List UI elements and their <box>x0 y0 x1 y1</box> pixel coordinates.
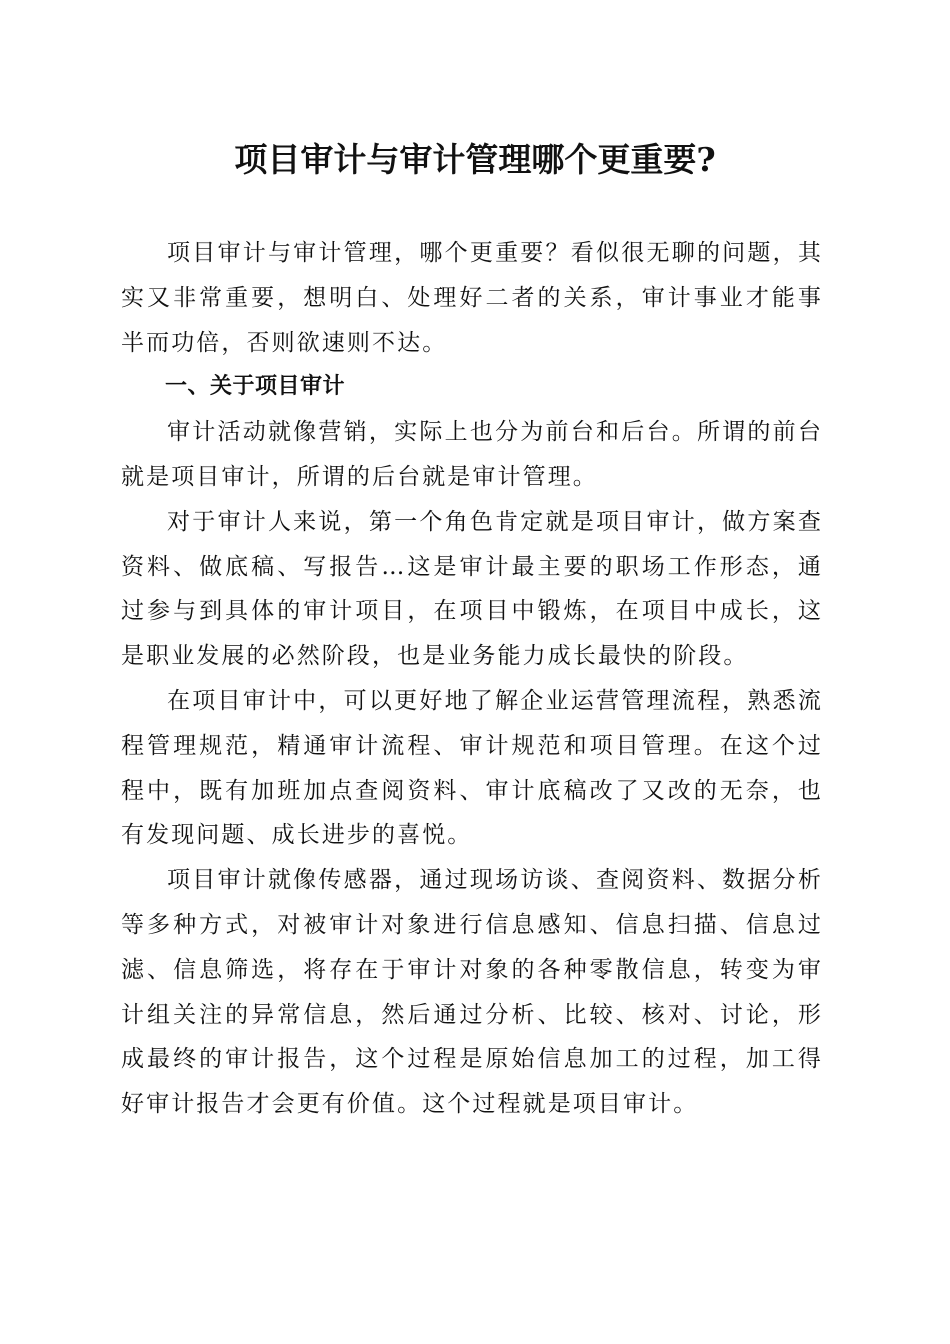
section-heading: 一、关于项目审计 <box>165 374 346 400</box>
document-title: 项目审计与审计管理哪个更重要? <box>234 140 716 179</box>
body-paragraph-3: 在项目审计中，可以更好地了解企业运营管理流程，熟悉流程管理规范，精通审计流程、审计规范和项目管理。在这个过程中，既有加班加点查阅资料、审计底稿改了又改的无奈，也有发现问题、成长进步的喜悦。 <box>121 687 823 849</box>
intro-paragraph: 项目审计与审计管理，哪个更重要？看似很无聊的问题，其实又非常重要，想明白、处理好二者的关系，审计事业才能事半而功倍，否则欲速则不达。 <box>121 240 823 356</box>
document-body <box>121 231 823 1127</box>
body-paragraph-4: 项目审计就像传感器，通过现场访谈、查阅资料、数据分析等多种方式，对被审计对象进行信息感知、信息扫描、信息过滤、信息筛选，将存在于审计对象的各种零散信息，转变为审计组关注的异常信息，然后通过分析、比较、核对、讨论，形成最终的审计报告，这个过程是原始信息加工的过程，加工得好审计报告才会更有价值。这个过程就是项目审计。 <box>121 867 823 1118</box>
body-paragraph-2: 对于审计人来说，第一个角色肯定就是项目审计，做方案查资料、做底稿、写报告…这是审计最主要的职场工作形态，通过参与到具体的审计项目，在项目中锻炼，在项目中成长，这是职业发展的必然阶段，也是业务能力成长最快的阶段。 <box>121 508 823 670</box>
body-paragraph-1: 审计活动就像营销，实际上也分为前台和后台。所谓的前台就是项目审计，所谓的后台就是审计管理。 <box>121 419 823 490</box>
